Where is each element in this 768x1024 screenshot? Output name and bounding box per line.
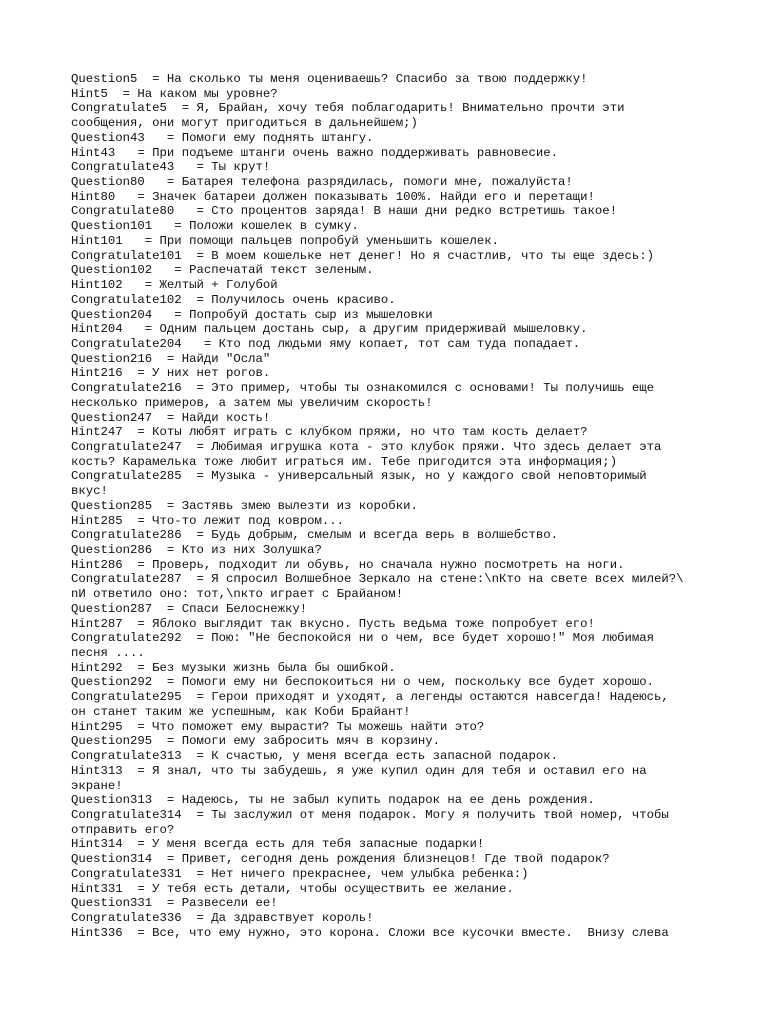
text-line: Congratulate286 = Будь добрым, смелым и всегда верь в волшебство. (71, 528, 559, 543)
text-line: Hint336 = Все, что ему нужно, это корона. Сложи все кусочки вместе. Внизу слева (71, 925, 669, 940)
text-line: Hint43 = При подъеме штанги очень важно поддерживать равновесие. (71, 145, 559, 160)
text-line: Question295 = Помоги ему забросить мяч в корзину. (71, 734, 440, 749)
text-line: Hint292 = Без музыки жизнь была бы ошибкой. (71, 660, 396, 675)
text-line: Congratulate336 = Да здравствует король! (71, 910, 374, 925)
text-line: сообщения, они могут пригодиться в дальнейшем;) (71, 116, 418, 131)
text-line: Question80 = Батарея телефона разрядилась, помоги мне, пожалуйста! (71, 175, 573, 190)
text-line: Hint313 = Я знал, что ты забудешь, я уже купил один для тебя и оставил его на (71, 763, 647, 778)
text-line: Congratulate204 = Кто под людьми яму копает, тот сам туда попадает. (71, 336, 581, 351)
text-line: Hint314 = У меня всегда есть для тебя запасные подарки! (71, 837, 485, 852)
text-line: Hint285 = Что-то лежит под ковром... (71, 513, 345, 528)
text-line: Question286 = Кто из них Золушка? (71, 543, 322, 557)
text-line: nИ ответило оно: тот,\nкто играет с Брайаном! (71, 587, 404, 602)
text-line: Question5 = На сколько ты меня оцениваешь? Спасибо за твою поддержку! (71, 72, 588, 86)
text-line: Question43 = Помоги ему поднять штангу. (71, 130, 374, 145)
text-line: Hint295 = Что поможет ему вырасти? Ты можешь найти это? (71, 719, 485, 734)
text-line: Congratulate80 = Сто процентов заряда! В наши дни редко встретишь такое! (71, 204, 618, 219)
text-line: Congratulate313 = К счастью, у меня всегда есть запасной подарок. (71, 749, 559, 764)
text-line: Congratulate292 = Пою: "Не беспокойся ни о чем, все будет хорошо!" Моя любимая (71, 631, 654, 646)
text-line: Question102 = Распечатай текст зеленым. (71, 263, 374, 278)
text-line: Question204 = Попробуй достать сыр из мышеловки (71, 307, 433, 322)
text-line: отправить его? (71, 822, 175, 837)
text-line: Question101 = Положи кошелек в сумку. (71, 219, 359, 234)
text-line: Hint101 = При помощи пальцев попробуй уменьшить кошелек. (71, 233, 500, 248)
text-line: Hint331 = У тебя есть детали, чтобы осуществить ее желание. (71, 881, 514, 896)
text-line: Hint80 = Значек батареи должен показывать 100%. Найди его и перетащи! (71, 189, 595, 204)
text-line: Congratulate247 = Любимая игрушка кота - это клубок пряжи. Что здесь делает эта (71, 439, 662, 454)
text-line: Hint247 = Коты любят играть с клубком пряжи, но что там кость делает? (71, 425, 588, 440)
text-line: Congratulate216 = Это пример, чтобы ты ознакомился с основами! Ты получишь еще (71, 381, 654, 396)
text-line: Question287 = Спаси Белоснежку! (71, 601, 308, 616)
text-line: Congratulate287 = Я спросил Волшебное Зеркало на стене:\nКто на свете всех милей?\ (71, 572, 684, 587)
text-line: Congratulate331 = Нет ничего прекраснее, чем улыбка ребенка:) (71, 866, 529, 881)
text-line: вкус! (71, 484, 108, 499)
text-line: Hint216 = У них нет рогов. (71, 366, 271, 381)
text-line: Congratulate295 = Герои приходят и уходят, а легенды остаются навсегда! Надеюсь, (71, 690, 669, 705)
text-line: Congratulate43 = Ты крут! (71, 160, 271, 175)
text-line: Question285 = Застявь змею вылезти из коробки. (71, 498, 418, 513)
text-line: Congratulate5 = Я, Брайан, хочу тебя поблагодарить! Внимательно прочти эти (71, 101, 625, 116)
text-line: Congratulate285 = Музыка - универсальный язык, но у каждого свой неповторимый (71, 469, 647, 484)
text-line: Hint5 = На каком мы уровне? (71, 86, 278, 101)
document-page (71, 72, 711, 940)
text-line: Hint286 = Проверь, подходит ли обувь, но сначала нужно посмотреть на ноги. (71, 557, 625, 572)
text-line: Question247 = Найди кость! (71, 410, 271, 425)
text-line: Hint204 = Одним пальцем достань сыр, а другим придерживай мышеловку. (71, 322, 588, 337)
text-line: Question292 = Помоги ему ни беспокоиться ни о чем, поскольку все будет хорошо. (71, 675, 654, 690)
text-line: несколько примеров, а затем мы увеличим скорость! (71, 395, 433, 410)
text-line: Hint102 = Желтый + Голубой (71, 278, 278, 293)
text-line: Congratulate314 = Ты заслужил от меня подарок. Могу я получить твой номер, чтобы (71, 807, 669, 822)
text-line: экране! (71, 778, 123, 793)
text-line: Hint287 = Яблоко выглядит так вкусно. Пусть ведьма тоже попробует его! (71, 616, 595, 631)
text-line: Congratulate102 = Получилось очень красиво. (71, 292, 396, 307)
text-line: Question314 = Привет, сегодня день рождения близнецов! Где твой подарок? (71, 852, 610, 867)
text-line: Congratulate101 = В моем кошельке нет денег! Но я счастлив, что ты еще здесь:) (71, 248, 654, 263)
text-line: Question313 = Надеюсь, ты не забыл купить подарок на ее день рождения. (71, 793, 595, 808)
text-line: песня .... (71, 646, 145, 661)
text-line: он станет таким же успешным, как Коби Брайант! (71, 704, 411, 719)
text-line: Question216 = Найди "Осла" (71, 351, 271, 366)
text-line: Question331 = Развесели ее! (71, 896, 278, 911)
text-line: кость? Карамелька тоже любит играться им. Тебе пригодится эта информация;) (71, 454, 618, 469)
